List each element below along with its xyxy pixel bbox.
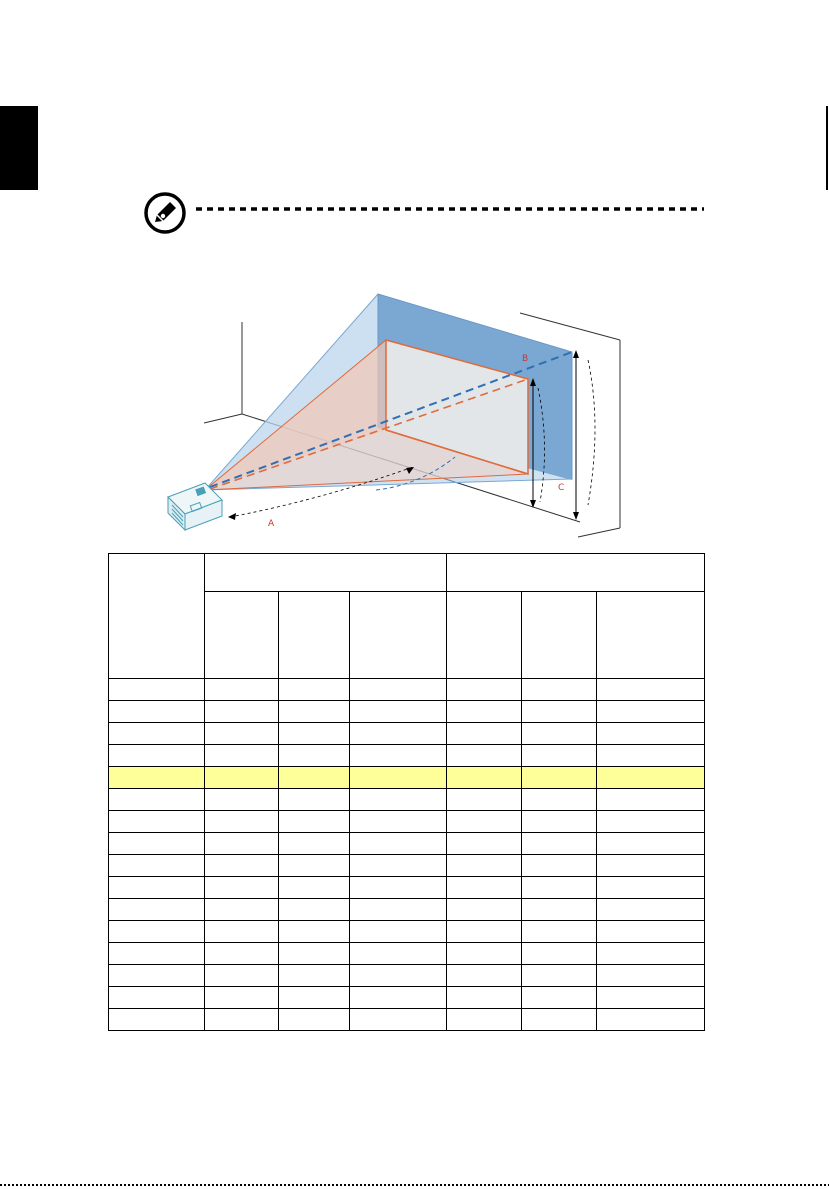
table-cell: [350, 877, 447, 899]
table-row: [109, 921, 705, 943]
table-cell: [109, 855, 205, 877]
table-cell: [279, 1009, 350, 1031]
table-cell: [597, 723, 705, 745]
table-cell: [205, 943, 279, 965]
subheader: [597, 592, 705, 679]
table-cell: [522, 701, 597, 723]
table-row: [109, 1009, 705, 1031]
table-cell: [205, 921, 279, 943]
header-group-2: [447, 554, 705, 592]
table-cell: [279, 811, 350, 833]
table-cell: [279, 723, 350, 745]
table-cell: [109, 877, 205, 899]
table-cell: [597, 987, 705, 1009]
table-cell: [109, 921, 205, 943]
table-cell: [109, 965, 205, 987]
table-cell: [447, 811, 522, 833]
table-row: [109, 679, 705, 701]
table-cell: [447, 987, 522, 1009]
table-cell: [109, 811, 205, 833]
table-row: [109, 701, 705, 723]
table-cell: [447, 855, 522, 877]
table-cell: [522, 679, 597, 701]
table-row: [109, 789, 705, 811]
table-cell: [597, 855, 705, 877]
table-cell: [350, 921, 447, 943]
table-cell: [597, 701, 705, 723]
table-cell: [447, 965, 522, 987]
table-cell: [205, 987, 279, 1009]
header-row-groups: [109, 554, 705, 592]
table-cell: [205, 1009, 279, 1031]
table-cell: [522, 921, 597, 943]
table-cell: [522, 899, 597, 921]
table-cell: [205, 679, 279, 701]
table-cell: [109, 767, 205, 789]
table-cell: [597, 965, 705, 987]
table-cell: [350, 855, 447, 877]
table-cell: [522, 811, 597, 833]
table-cell: [447, 877, 522, 899]
table-cell: [350, 701, 447, 723]
table-cell: [279, 745, 350, 767]
subheader: [350, 592, 447, 679]
table-cell: [109, 745, 205, 767]
table-cell: [205, 767, 279, 789]
table-cell: [350, 745, 447, 767]
table-row: [109, 833, 705, 855]
table-cell: [109, 833, 205, 855]
table-cell: [205, 723, 279, 745]
table-cell: [522, 789, 597, 811]
table-row: [109, 987, 705, 1009]
table-cell: [350, 943, 447, 965]
label-c: C: [558, 483, 565, 493]
table-cell: [279, 987, 350, 1009]
table-cell: [279, 679, 350, 701]
table-cell: [109, 943, 205, 965]
table-cell: [109, 679, 205, 701]
table-row: [109, 745, 705, 767]
table-cell: [205, 899, 279, 921]
table-cell: [350, 899, 447, 921]
projection-diagram: [160, 290, 640, 542]
header-corner: [109, 554, 205, 679]
table-cell: [447, 679, 522, 701]
table-cell: [522, 833, 597, 855]
table-row-highlighted: [109, 767, 705, 789]
language-tab: [0, 106, 38, 190]
table-cell: [597, 811, 705, 833]
table-cell: [109, 899, 205, 921]
subheader: [205, 592, 279, 679]
subheader: [522, 592, 597, 679]
table-cell: [597, 899, 705, 921]
table-cell: [279, 965, 350, 987]
table-cell: [109, 789, 205, 811]
table-cell: [109, 701, 205, 723]
table-cell: [350, 965, 447, 987]
table-row: [109, 855, 705, 877]
table-cell: [350, 679, 447, 701]
table-cell: [597, 943, 705, 965]
table-cell: [205, 965, 279, 987]
table-cell: [205, 789, 279, 811]
table-cell: [597, 767, 705, 789]
table-cell: [350, 723, 447, 745]
table-cell: [522, 767, 597, 789]
table-cell: [279, 701, 350, 723]
table-cell: [522, 1009, 597, 1031]
table-cell: [205, 833, 279, 855]
table-cell: [205, 701, 279, 723]
table-cell: [279, 899, 350, 921]
table-cell: [447, 767, 522, 789]
note-pen-icon: [143, 191, 187, 235]
table-cell: [109, 987, 205, 1009]
table-cell: [279, 943, 350, 965]
table-cell: [447, 723, 522, 745]
table-cell: [597, 679, 705, 701]
table-cell: [350, 833, 447, 855]
table-cell: [350, 987, 447, 1009]
projection-size-table: [108, 553, 705, 1031]
table-cell: [279, 877, 350, 899]
table-cell: [279, 855, 350, 877]
table-cell: [205, 877, 279, 899]
table-cell: [597, 921, 705, 943]
table-cell: [205, 745, 279, 767]
table-cell: [597, 1009, 705, 1031]
table-cell: [447, 701, 522, 723]
table-cell: [447, 833, 522, 855]
table-cell: [522, 943, 597, 965]
table-cell: [447, 745, 522, 767]
table-cell: [447, 1009, 522, 1031]
label-a: A: [268, 519, 275, 529]
table-row: [109, 943, 705, 965]
table-cell: [597, 833, 705, 855]
table-cell: [597, 789, 705, 811]
table-cell: [279, 789, 350, 811]
table-cell: [522, 987, 597, 1009]
table-cell: [597, 877, 705, 899]
table-row: [109, 811, 705, 833]
table-cell: [522, 855, 597, 877]
note-divider: [196, 207, 704, 211]
table-cell: [350, 789, 447, 811]
label-b: B: [522, 354, 529, 364]
subheader: [447, 592, 522, 679]
table-row: [109, 877, 705, 899]
table-cell: [279, 921, 350, 943]
table-cell: [447, 921, 522, 943]
table-row: [109, 965, 705, 987]
table-cell: [522, 745, 597, 767]
table-cell: [205, 811, 279, 833]
table-cell: [447, 899, 522, 921]
table-cell: [597, 745, 705, 767]
table-cell: [522, 723, 597, 745]
table-cell: [447, 943, 522, 965]
header-group-1: [205, 554, 447, 592]
table-cell: [447, 789, 522, 811]
table-row: [109, 899, 705, 921]
table-row: [109, 723, 705, 745]
table-cell: [350, 811, 447, 833]
page-bottom-rule: [0, 1184, 829, 1186]
table-cell: [522, 965, 597, 987]
table-cell: [522, 877, 597, 899]
table-cell: [109, 723, 205, 745]
subheader: [279, 592, 350, 679]
table-cell: [350, 1009, 447, 1031]
table-cell: [109, 1009, 205, 1031]
table-cell: [279, 833, 350, 855]
table-cell: [350, 767, 447, 789]
table-cell: [279, 767, 350, 789]
page-edge-mark: [826, 106, 828, 190]
table-cell: [205, 855, 279, 877]
